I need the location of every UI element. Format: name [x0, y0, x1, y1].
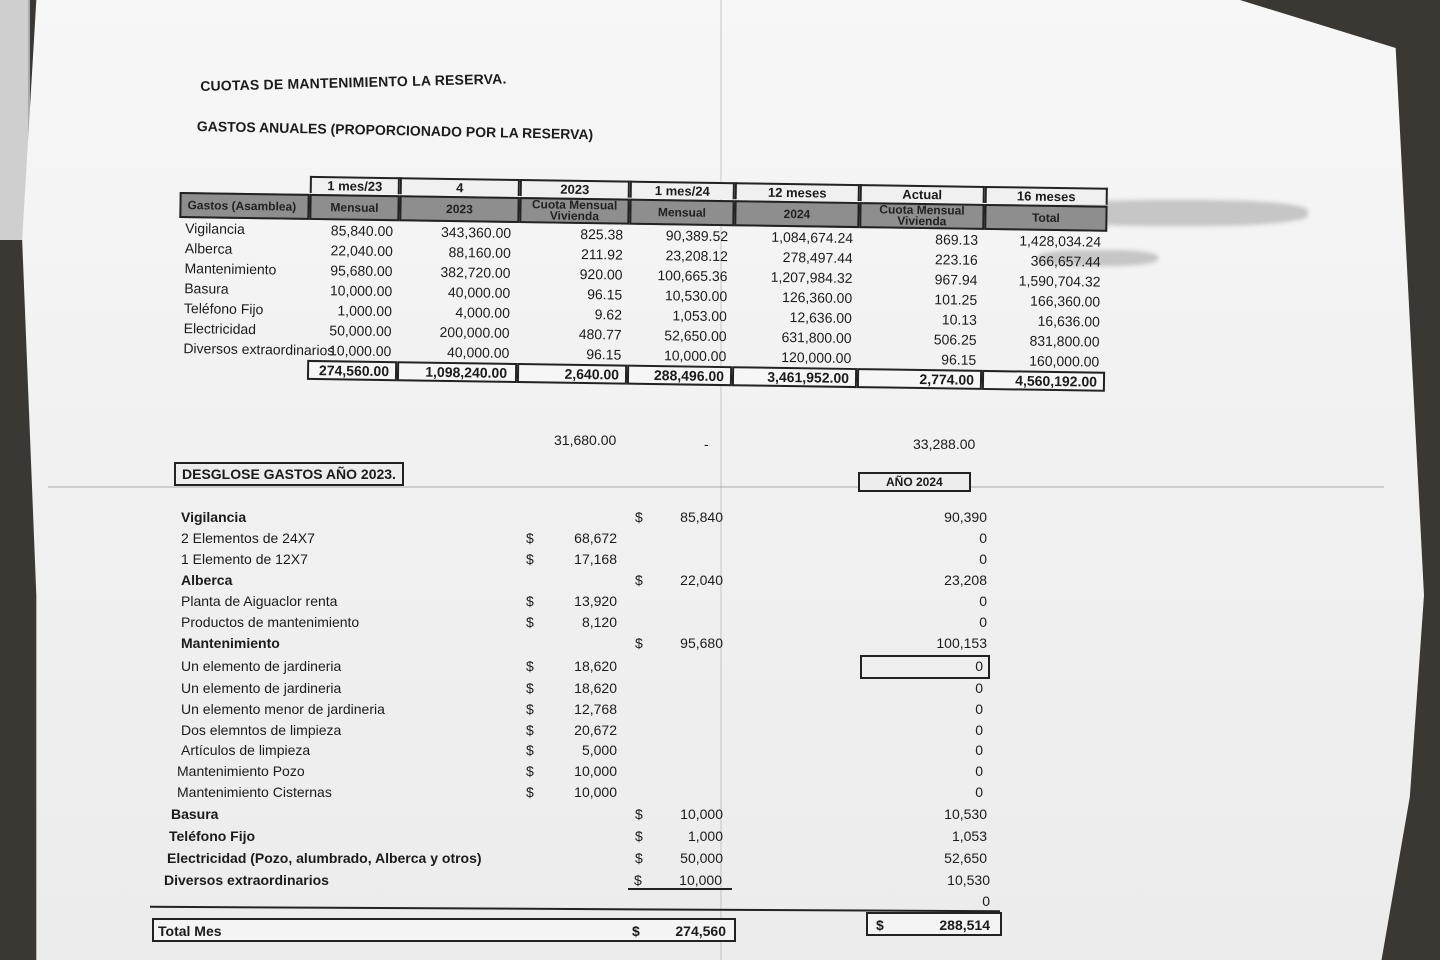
- amount-2024: 0: [979, 614, 987, 630]
- breakdown-row: [181, 680, 1021, 700]
- detail-amount: 68,672: [574, 530, 617, 546]
- currency-sign: $: [526, 722, 534, 738]
- group-amount: 85,840: [680, 509, 723, 525]
- cell: 10,000.00: [329, 282, 393, 300]
- currency-sign: $: [526, 530, 534, 546]
- detail-amount: 10,000: [574, 784, 617, 800]
- total-month-box: [152, 918, 736, 942]
- total-2024: 288,514: [939, 917, 990, 933]
- cell: 96.15: [587, 286, 623, 303]
- item-name: Planta de Aiguaclor renta: [181, 593, 338, 609]
- header-cell: Mensual: [629, 199, 734, 227]
- header-cell: 4: [400, 177, 520, 196]
- detail-amount: 18,620: [574, 658, 617, 674]
- row-label: Basura: [184, 280, 229, 297]
- header-cell: Cuota Mensual Vivienda: [519, 197, 629, 225]
- breakdown-row: [177, 784, 1017, 804]
- cell: 88,160.00: [448, 243, 511, 261]
- cell: 967.94: [934, 271, 978, 288]
- header-cell: 16 meses: [985, 185, 1108, 204]
- amount-2024: 0: [975, 763, 983, 779]
- total-cell: 2,774.00: [857, 368, 982, 390]
- cell: 200,000.00: [439, 323, 510, 341]
- cell: 1,000.00: [337, 302, 393, 320]
- fold-crease-horizontal: [48, 486, 1384, 488]
- detail-amount: 5,000: [581, 742, 617, 758]
- cell: 382,720.00: [440, 263, 511, 281]
- header-cell: Total: [984, 204, 1107, 232]
- cell: 1,590,704.32: [1018, 272, 1101, 290]
- header-cell: 2023: [399, 195, 519, 223]
- currency-sign: $: [635, 635, 643, 651]
- item-name: Un elemento menor de jardineria: [181, 701, 385, 717]
- cell: 920.00: [579, 265, 623, 283]
- total-cell: 3,461,952.00: [732, 366, 857, 388]
- cell: 120,000.00: [781, 348, 852, 366]
- amount-2024: 0: [979, 593, 987, 609]
- cell: 50,000.00: [329, 322, 392, 340]
- currency-sign: $: [634, 872, 642, 888]
- item-name: Artículos de limpieza: [181, 742, 311, 758]
- cell: 211.92: [580, 245, 623, 263]
- breakdown-row: [181, 572, 1021, 592]
- group-amount: 10,000: [679, 872, 722, 888]
- header-cell: Actual: [860, 184, 985, 203]
- cell: 23,208.12: [665, 247, 728, 265]
- total-2023: 274,560: [675, 923, 726, 939]
- cell: 22,040.00: [330, 242, 393, 260]
- total-cell: 2,640.00: [517, 363, 627, 385]
- sum-underline: [628, 888, 732, 890]
- cell: 40,000.00: [446, 343, 510, 361]
- breakdown-row: [181, 614, 1021, 634]
- cell: 9.62: [594, 306, 623, 323]
- row-label: Diversos extraordinarios: [183, 340, 335, 359]
- cell: 223.16: [934, 251, 978, 268]
- cell: 506.25: [933, 331, 977, 348]
- cell: 96.15: [941, 351, 977, 368]
- cell: 1,053.00: [672, 307, 728, 325]
- cell: 95,680.00: [330, 262, 393, 280]
- cell: 1,428,034.24: [1019, 232, 1102, 250]
- amount-2024: 10,530: [947, 872, 990, 888]
- cell: 366,657.44: [1030, 252, 1101, 270]
- item-name: Mantenimiento Cisternas: [177, 784, 332, 800]
- cell: 10.13: [941, 311, 978, 328]
- item-name: 1 Elemento de 12X7: [181, 551, 308, 567]
- total-cell: 288,496.00: [627, 365, 732, 387]
- detail-amount: 12,768: [574, 701, 617, 717]
- breakdown-row: [171, 806, 1011, 826]
- detail-amount: 8,120: [581, 614, 617, 630]
- breakdown-row: [181, 742, 1021, 762]
- currency-sign: $: [526, 593, 534, 609]
- annual-expenses-table: [177, 172, 1108, 392]
- cell: 12,636.00: [789, 309, 853, 326]
- currency-sign: $: [526, 658, 534, 674]
- currency-sign: $: [635, 828, 643, 844]
- cell: 40,000.00: [447, 283, 511, 301]
- header-cell: [180, 182, 310, 184]
- item-name: Basura: [171, 806, 219, 822]
- amount-2024: 0: [979, 530, 987, 546]
- item-name: Electricidad (Pozo, alumbrado, Alberca y otros): [167, 850, 482, 866]
- group-amount: 95,680: [680, 635, 723, 651]
- cell: 343,360.00: [440, 223, 512, 241]
- cell: 101.25: [934, 291, 978, 308]
- item-name: Productos de mantenimiento: [181, 614, 360, 630]
- item-name: Mantenimiento: [181, 635, 280, 651]
- document-subtitle: GASTOS ANUALES (PROPORCIONADO POR LA RESERVA): [196, 118, 594, 143]
- amount-2024: 100,153: [936, 635, 987, 651]
- cell: 126,360.00: [782, 288, 853, 306]
- header-cell: 12 meses: [735, 182, 860, 201]
- row-label: Teléfono Fijo: [183, 300, 264, 318]
- cell: 1,084,674.24: [771, 228, 854, 246]
- cell: 869.13: [935, 231, 979, 248]
- item-name: Dos elemntos de limpieza: [181, 722, 342, 738]
- breakdown-2024-title: AÑO 2024: [858, 472, 971, 492]
- cell: 1,207,984.32: [770, 268, 853, 286]
- amount-2024: 0: [975, 701, 983, 717]
- amount-2024: 1,053: [951, 828, 987, 844]
- currency-sign: $: [635, 850, 643, 866]
- breakdown-2023-title: DESGLOSE GASTOS AÑO 2023.: [174, 462, 404, 486]
- item-name: Un elemento de jardineria: [181, 658, 342, 674]
- cell: 831,800.00: [1029, 332, 1100, 350]
- currency-sign: $: [526, 614, 534, 630]
- header-cell: 2024: [734, 200, 859, 228]
- breakdown-row: [167, 850, 1007, 870]
- total-cell: 274,560.00: [307, 360, 397, 381]
- group-amount: 10,000: [680, 806, 723, 822]
- row-label: Alberca: [184, 240, 233, 257]
- header-cell: 2023: [520, 179, 630, 198]
- annual-fee-dash: -: [704, 436, 709, 452]
- header-cell: Gastos (Asamblea): [179, 192, 309, 220]
- row-label: Vigilancia: [185, 220, 245, 237]
- currency-sign: $: [526, 763, 534, 779]
- item-name: 2 Elementos de 24X7: [181, 530, 315, 546]
- cell: 52,650.00: [664, 327, 727, 345]
- annual-fee-2023: 31,680.00: [554, 432, 617, 448]
- cell: 90,389.52: [665, 227, 729, 245]
- cell: 10,530.00: [664, 287, 728, 305]
- row-label: Electricidad: [183, 320, 257, 338]
- cell: 10,000.00: [328, 342, 392, 360]
- currency-sign: $: [635, 806, 643, 822]
- highlight-box: [860, 655, 990, 679]
- amount-2024: 0: [975, 742, 983, 758]
- breakdown-row: [169, 828, 1009, 848]
- amount-2024: 90,390: [944, 509, 987, 525]
- item-name: Un elemento de jardineria: [181, 680, 342, 696]
- detail-amount: 10,000: [574, 763, 617, 779]
- total-2024-box: [866, 912, 1002, 936]
- document-title: CUOTAS DE MANTENIMIENTO LA RESERVA.: [200, 70, 507, 94]
- totals-label-spacer: [177, 368, 307, 370]
- amount-2024: 10,530: [944, 806, 987, 822]
- currency-sign: $: [635, 509, 643, 525]
- annual-fee-2024: 33,288.00: [913, 436, 976, 452]
- item-name: Alberca: [181, 572, 233, 588]
- currency-sign: $: [526, 742, 534, 758]
- cell: 825.38: [580, 225, 624, 243]
- currency-sign: $: [526, 784, 534, 800]
- currency-sign: $: [876, 917, 884, 933]
- total-label: Total Mes: [158, 923, 222, 939]
- breakdown-row: [164, 872, 1004, 892]
- item-name: Mantenimiento Pozo: [177, 763, 305, 779]
- group-amount: 1,000: [687, 828, 723, 844]
- cell: 10,000.00: [663, 347, 727, 365]
- breakdown-row: [181, 722, 1021, 742]
- group-amount: 50,000: [680, 850, 723, 866]
- currency-sign: $: [526, 551, 534, 567]
- amount-2024: 23,208: [944, 572, 987, 588]
- amount-2024: 0: [975, 658, 983, 674]
- total-cell: 4,560,192.00: [982, 370, 1105, 392]
- item-name: Vigilancia: [181, 509, 247, 525]
- cell: 4,000.00: [455, 304, 511, 321]
- breakdown-row: [181, 530, 1021, 550]
- cell: 100,665.36: [657, 267, 728, 285]
- item-name: Teléfono Fijo: [169, 828, 256, 844]
- header-cell: Mensual: [309, 194, 399, 221]
- detail-amount: 18,620: [574, 680, 617, 696]
- breakdown-row: [181, 509, 1021, 529]
- detail-amount: 20,672: [574, 722, 617, 738]
- header-cell: 1 mes/24: [630, 180, 735, 199]
- amount-2024: 0: [975, 722, 983, 738]
- cell: 480.77: [578, 325, 622, 343]
- cell: 96.15: [586, 346, 622, 363]
- total-cell: 1,098,240.00: [397, 361, 517, 383]
- cell: 16,636.00: [1037, 312, 1100, 330]
- item-name: Diversos extraordinarios: [164, 872, 329, 888]
- currency-sign: $: [526, 701, 534, 717]
- detail-amount: 13,920: [574, 593, 617, 609]
- amount-2024: 0: [982, 893, 990, 909]
- amount-2024: 0: [975, 784, 983, 800]
- currency-sign: $: [526, 680, 534, 696]
- group-amount: 22,040: [680, 572, 723, 588]
- amount-2024: 52,650: [944, 850, 987, 866]
- currency-sign: $: [635, 572, 643, 588]
- breakdown-row: [181, 635, 1021, 655]
- header-cell: Cuota Mensual Vivienda: [859, 202, 984, 230]
- cell: 631,800.00: [781, 328, 852, 346]
- breakdown-row: [181, 551, 1021, 571]
- cell: 278,497.44: [782, 248, 853, 266]
- header-cell: 1 mes/23: [310, 175, 400, 193]
- currency-sign: $: [632, 923, 640, 939]
- amount-2024: 0: [979, 551, 987, 567]
- breakdown-row: [181, 593, 1021, 613]
- cell: 160,000.00: [1029, 352, 1100, 370]
- cell: 85,840.00: [330, 222, 394, 240]
- row-label: Mantenimiento: [184, 260, 277, 278]
- breakdown-row: [177, 763, 1017, 783]
- breakdown-row: [181, 701, 1021, 721]
- detail-amount: 17,168: [574, 551, 617, 567]
- amount-2024: 0: [975, 680, 983, 696]
- cell: 166,360.00: [1029, 292, 1101, 310]
